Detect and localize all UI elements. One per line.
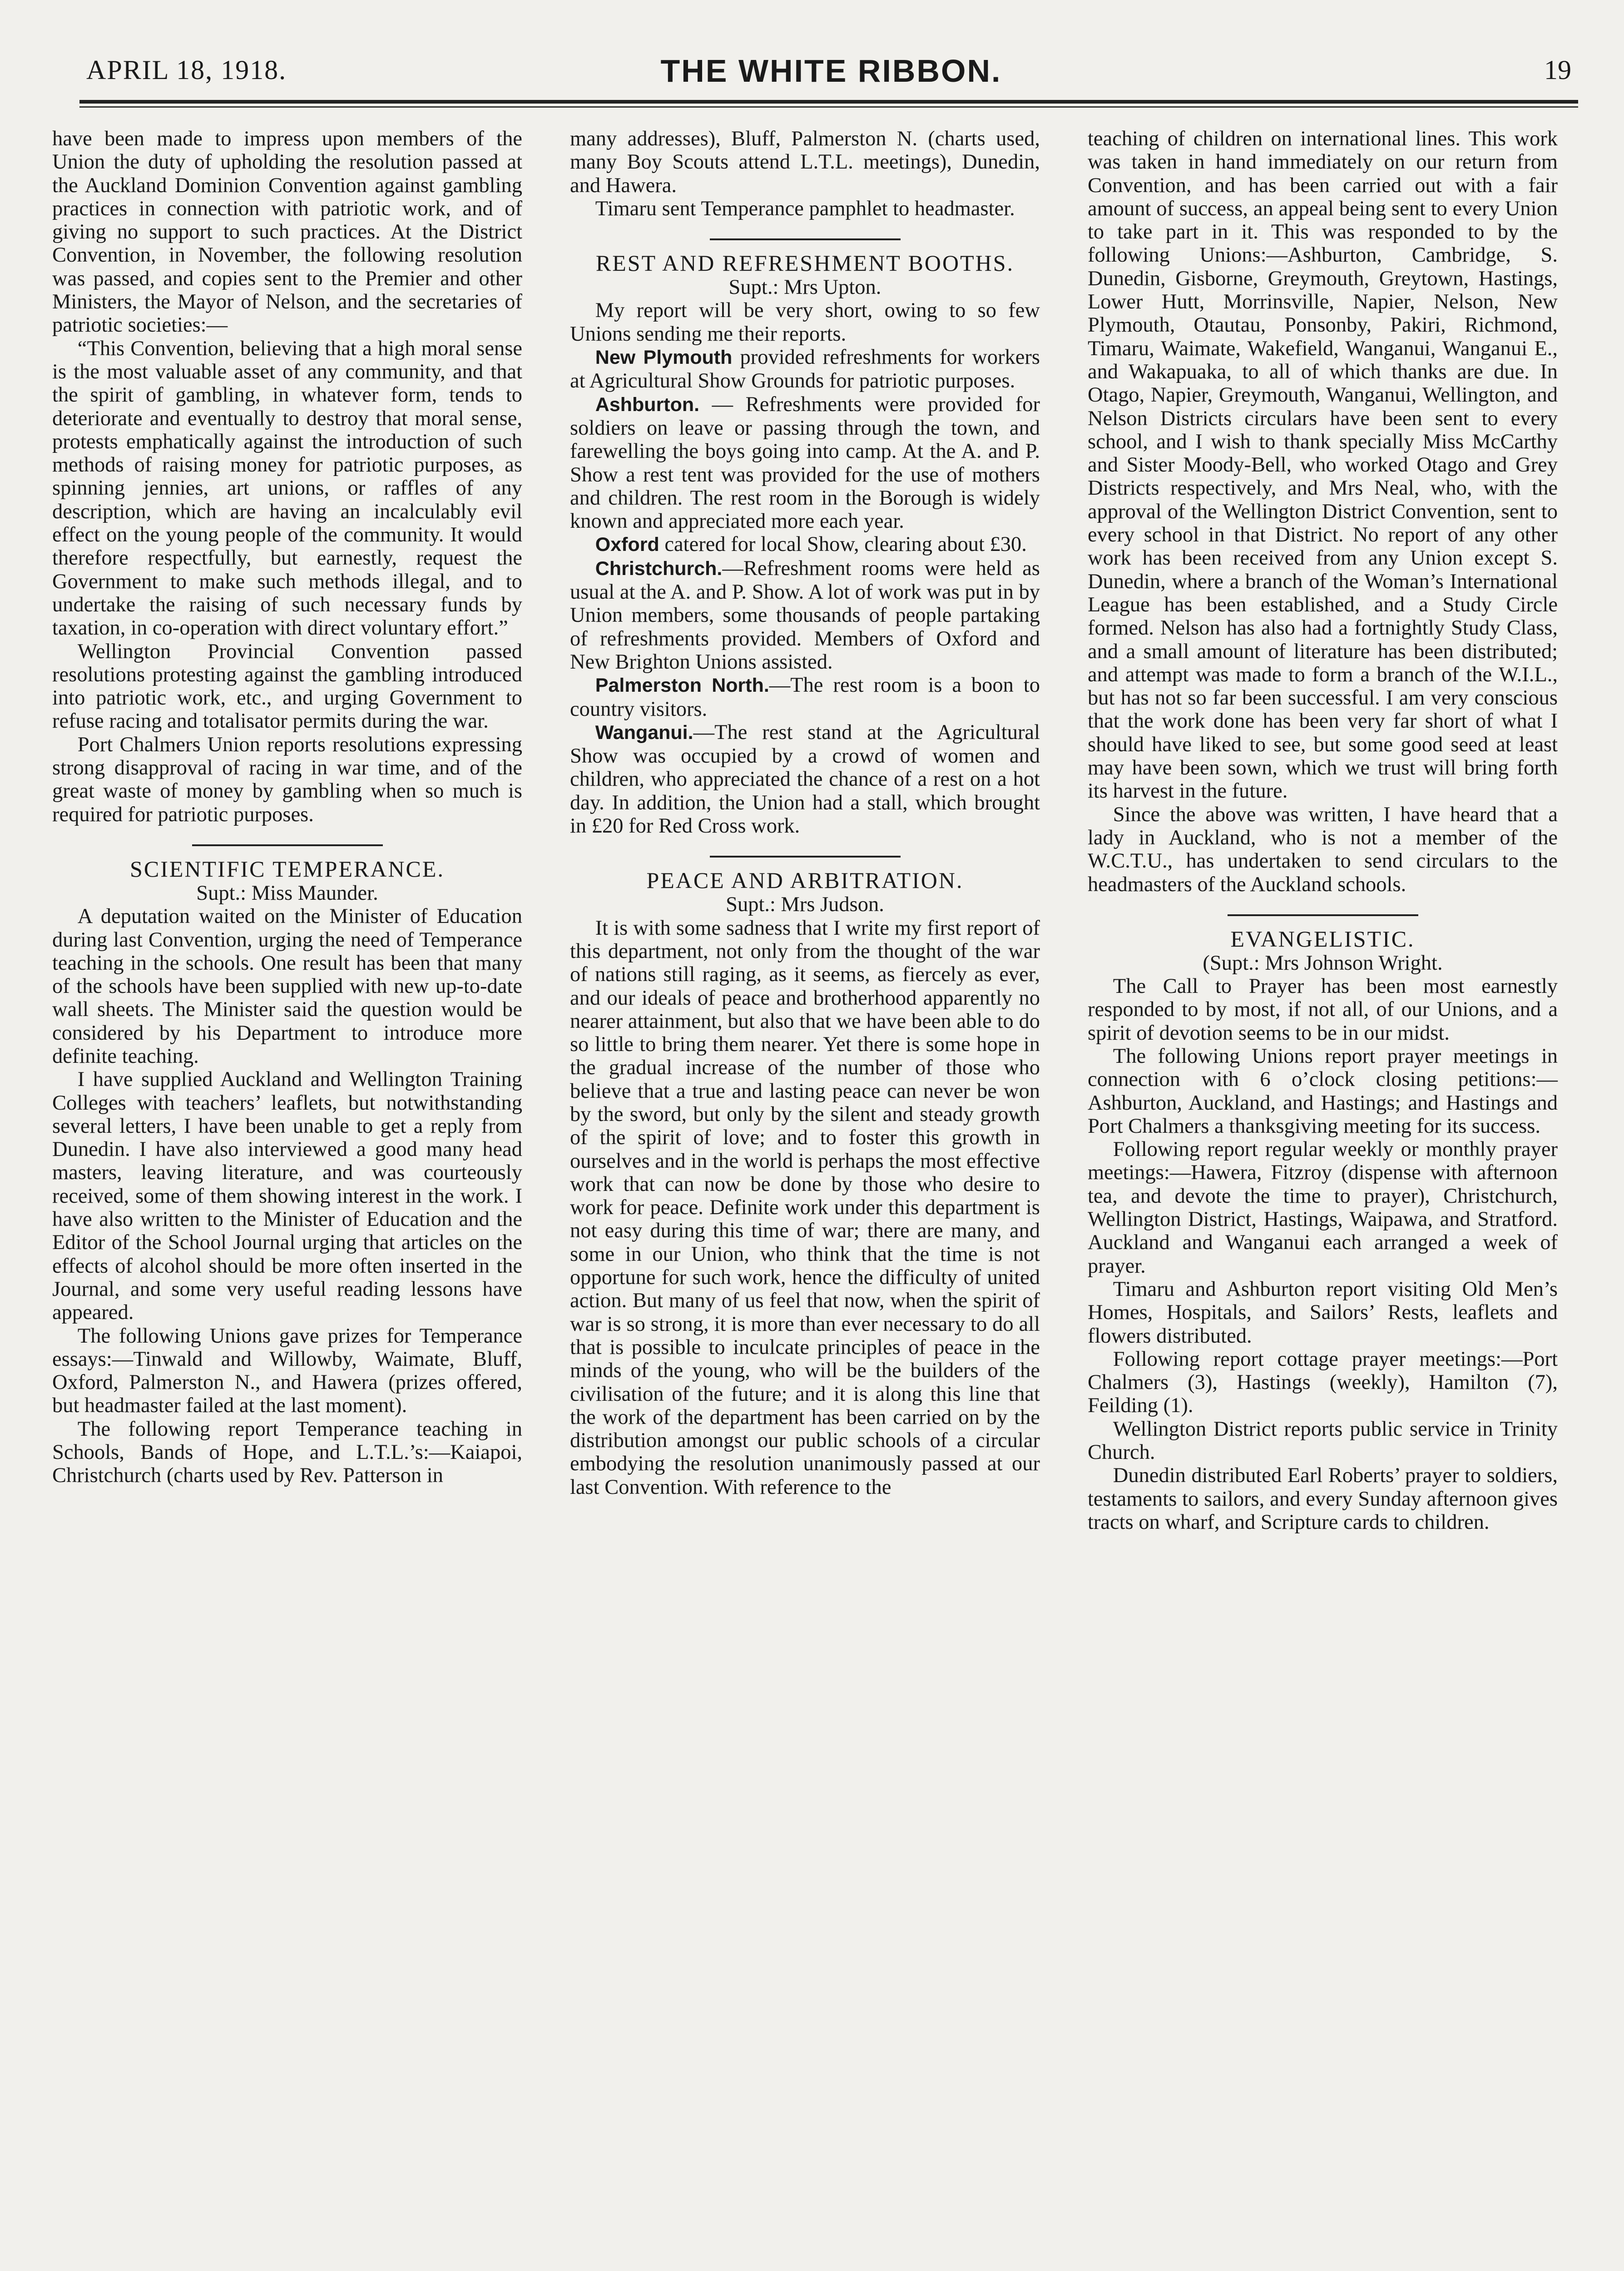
section-divider bbox=[192, 844, 383, 846]
report-entry bbox=[570, 557, 1040, 674]
superintendent-line: Supt.: Mrs Upton. bbox=[728, 276, 881, 299]
paragraph: The Call to Prayer has been most earnestly responded to by most, if not all, of our Unions, and a spirit of devotion seems to be in our midst. bbox=[1088, 975, 1558, 1045]
header-rule-thick bbox=[79, 100, 1578, 104]
report-entry bbox=[570, 393, 1040, 533]
place-name: Christchurch. bbox=[595, 557, 723, 580]
paragraph: A deputation waited on the Minister of Education during last Convention, urging the need of Temperance teaching in the schools. One result has been that many of the schools have been supplied with new up-to-date wall sheets. The Minister said the question would be considered by his Department to introduce more definite teaching. bbox=[52, 905, 522, 1068]
paragraph: Timaru and Ashburton report visiting Old Men’s Homes, Hospitals, and Sailors’ Rests, leaflets and flowers distributed. bbox=[1088, 1277, 1558, 1348]
place-name: Palmerston North. bbox=[595, 674, 769, 697]
paragraph: I have supplied Auckland and Wellington Training Colleges with teachers’ leaflets, but notwithstanding several letters, I have been unable to get a reply from Dunedin. I have also interviewed a good many head masters, leaving literature, and was courteously received, some of them showing interest in the work. I have also written to the Minister of Education and the Editor of the School Journal urging that articles on the effects of alcohol should be more often inserted in the Journal, and some very useful reading lessons have appeared. bbox=[52, 1068, 522, 1324]
paragraph: Following report regular weekly or monthly prayer meetings:—Hawera, Fitzroy (dispense with afternoon tea, and devote the time to prayer), Christchurch, Wellington District, Hastings, Waipawa, and Stratford. Auckland and Wanganui each arranged a week of prayer. bbox=[1088, 1138, 1558, 1278]
column-2 bbox=[570, 127, 1040, 1499]
paragraph: My report will be very short, owing to so few Unions sending me their reports. bbox=[570, 299, 1040, 346]
paragraph: Following report cottage prayer meetings:—Port Chalmers (3), Hastings (weekly), Hamilton (7), Feilding (1). bbox=[1088, 1347, 1558, 1418]
page-number: 19 bbox=[1544, 55, 1571, 85]
superintendent-line: Supt.: Mrs Judson. bbox=[726, 893, 884, 917]
report-entry bbox=[570, 533, 1040, 556]
place-name: New Plymouth bbox=[595, 347, 733, 369]
paragraph: Wellington District reports public service in Trinity Church. bbox=[1088, 1417, 1558, 1464]
section-divider bbox=[710, 238, 901, 240]
place-name: Wanganui. bbox=[595, 721, 693, 744]
superintendent-line: Supt.: Miss Maunder. bbox=[196, 881, 378, 905]
place-name: Ashburton. bbox=[595, 393, 700, 416]
entry-text: —Refreshment rooms were held as usual at the A. and P. Show. A lot of work was put in by Union members, some thousands of people partaking of refreshments provided. Members of Oxford and New Brighton Unions assisted. bbox=[570, 556, 1040, 674]
section-heading-evangelistic: EVANGELISTIC. bbox=[1230, 926, 1415, 952]
place-name: Oxford bbox=[595, 534, 659, 556]
section-divider bbox=[1228, 914, 1418, 916]
header-rule-thin bbox=[79, 106, 1578, 108]
issue-date: APRIL 18, 1918. bbox=[86, 55, 287, 85]
paragraph: Dunedin distributed Earl Roberts’ prayer to soldiers, testaments to sailors, and every Sunday afternoon gives tracts on wharf, and Scripture cards to children. bbox=[1088, 1464, 1558, 1534]
report-entry bbox=[570, 674, 1040, 721]
paragraph: Port Chalmers Union reports resolutions expressing strong disapproval of racing in war time, and of the great waste of money by gambling when so much is required for patriotic purposes. bbox=[52, 733, 522, 826]
paragraph: have been made to impress upon members of the Union the duty of upholding the resolution passed at the Auckland Dominion Convention against gambling practices in connection with patriotic work, and of giving no support to such practices. At the District Convention, in November, the following resolution was passed, and copies sent to the Premier and other Ministers, the Mayor of Nelson, and the secretaries of patriotic societies:— bbox=[52, 127, 522, 337]
paragraph: Wellington Provincial Convention passed resolutions protesting against the gambling introduced into patriotic work, etc., and urging Government to refuse racing and totalisator permits during the war. bbox=[52, 640, 522, 733]
superintendent-line: (Supt.: Mrs Johnson Wright. bbox=[1203, 951, 1443, 975]
column-1 bbox=[52, 127, 522, 1488]
paragraph: The following report Temperance teaching in Schools, Bands of Hope, and L.T.L.’s:—Kaiapoi, Christchurch (charts used by Rev. Patterson in bbox=[52, 1417, 522, 1488]
convention-resolution-quote: “This Convention, believing that a high moral sense is the most valuable asset of any community, and that the spirit of gambling, in whatever form, tends to deteriorate and eventually to destroy that moral sense, protests emphatically against the introduction of such methods of raising money for patriotic purposes, as spinning jennies, art unions, or raffles of any description, which are having an incalculably evil effect on the young people of the community. It would therefore respectfully, but earnestly, request the Government to make such methods illegal, and to undertake the raising of such necessary funds by taxation, in co-operation with direct voluntary effort.” bbox=[52, 337, 522, 640]
paragraph: The following Unions gave prizes for Temperance essays:—Tinwald and Willowby, Waimate, Bluff, Oxford, Palmerston N., and Hawera (prizes offered, but headmaster failed at the last moment). bbox=[52, 1324, 522, 1418]
entry-text: provided refreshments for workers at Agricultural Show Grounds for patriotic purposes. bbox=[570, 346, 1040, 393]
publication-title: THE WHITE RIBBON. bbox=[660, 53, 1002, 89]
paragraph: Timaru sent Temperance pamphlet to headmaster. bbox=[595, 197, 1015, 220]
section-heading-scientific-temperance: SCIENTIFIC TEMPERANCE. bbox=[130, 856, 445, 882]
section-divider bbox=[710, 856, 901, 858]
paragraph: Since the above was written, I have heard that a lady in Auckland, who is not a member of the W.C.T.U., has undertaken to send circulars to the headmasters of the Auckland schools. bbox=[1088, 803, 1558, 896]
entry-text: —The rest room is a boon to country visitors. bbox=[570, 674, 1040, 721]
entry-text: catered for local Show, clearing about £30. bbox=[659, 533, 1027, 556]
paragraph: many addresses), Bluff, Palmerston N. (charts used, many Boy Scouts attend L.T.L. meetings), Dunedin, and Hawera. bbox=[570, 127, 1040, 197]
entry-text: —The rest stand at the Agricultural Show was occupied by a crowd of women and children, who appreciated the chance of a rest on a hot day. In addition, the Union had a stall, which brought in £20 for Red Cross work. bbox=[570, 720, 1040, 838]
entry-text: — Refreshments were provided for soldiers on leave or passing through the town, and farewelling the boys going into camp. At the A. and P. Show a rest tent was provided for the use of mothers and children. The rest room in the Borough is widely known and appreciated more each year. bbox=[570, 392, 1040, 533]
report-entry bbox=[570, 346, 1040, 393]
column-3 bbox=[1088, 127, 1558, 1534]
section-heading-rest-refreshment: REST AND REFRESHMENT BOOTHS. bbox=[595, 250, 1015, 276]
section-heading-peace-arbitration: PEACE AND ARBITRATION. bbox=[646, 868, 964, 893]
report-entry bbox=[570, 721, 1040, 838]
paragraph: It is with some sadness that I write my first report of this department, not only from the thought of the war of nations still raging, as it seems, as fiercely as ever, and our ideals of peace and brotherhood apparently no nearer attainment, but also that we have been able to do so little to bring them nearer. Yet there is some hope in the gradual increase of the number of those who believe that a true and lasting peace can never be won by the sword, but only by the silent and steady growth of the spirit of love; and to foster this growth in ourselves and in the world is perhaps the most effective work that can now be done by those who desire to work for peace. Definite work under this department is not easy during this time of war; there are many, and some in our Union, who think that the time is not opportune for such work, hence the difficulty of united action. But many of us feel that now, when the spirit of war is so strong, it is more than ever necessary to do all that is possible to inculcate principles of peace in the minds of the young, who will be the builders of the civilisation of the future; and it is along this line that the work of the department has been carried on by the distribution amongst our public schools of a circular embodying the resolution unanimously passed at our last Convention. With reference to the bbox=[570, 916, 1040, 1499]
page-header bbox=[86, 55, 1576, 95]
paragraph: The following Unions report prayer meetings in connection with 6 o’clock closing petitions:—Ashburton, Auckland, and Hastings; and Hastings and Port Chalmers a thanksgiving meeting for its success. bbox=[1088, 1044, 1558, 1138]
paragraph: teaching of children on international lines. This work was taken in hand immediately on our return from Convention, and has been carried out with a fair amount of success, an appeal being sent to every Union to take part in it. This was responded to by the following Unions:—Ashburton, Cambridge, S. Dunedin, Gisborne, Greymouth, Greytown, Hastings, Lower Hutt, Morrinsville, Napier, Nelson, New Plymouth, Otautau, Ponsonby, Pakiri, Richmond, Timaru, Waimate, Wakefield, Wanganui, Wanganui E., and Wakapuaka, to all of which thanks are due. In Otago, Napier, Greymouth, Wanganui, Wellington, and Nelson Districts circulars have been sent to every school, and I wish to thank specially Miss McCarthy and Sister Moody-Bell, who worked Otago and Grey Districts respectively, and Mrs Neal, who, with the approval of the Wellington District Convention, sent to every school in that District. No report of any other work has been received from any Union except S. Dunedin, where a branch of the Woman’s International League has been established, and a Study Circle formed. Nelson has also had a fortnightly Study Class, and a small amount of literature has been distributed; and attempt was made to form a branch of the W.I.L., but has not so far been successful. I am very conscious that the work done has been very far short of what I should have liked to see, but some good seed at least may have been sown, which we trust will bring forth its harvest in the future. bbox=[1088, 127, 1558, 803]
